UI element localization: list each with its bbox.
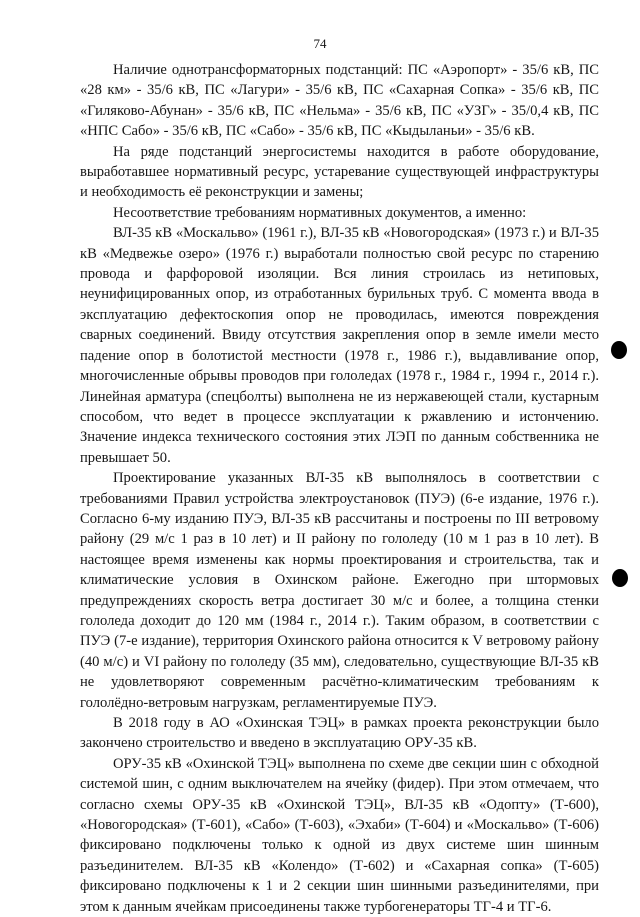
margin-punch-hole-mark [612, 569, 628, 587]
paragraph-noncompliance-intro: Несоответствие требованиям нормативных документов, а именно: [113, 204, 527, 221]
paragraph-design-standards: Проектирование указанных ВЛ-35 кВ выполнялось в соответствии с требованиями Правил устройства электроустановок (ПУЭ) (6-е издание, 1976 г.). Согласно 6-му изданию ПУЭ, ВЛ-35 кВ рассчитаны и построены по III ветровому району (29 м/с 1 раз в 10 лет) и II району по гололеду (10 м 1 раз в 10 лет). В настоящее время изменены как нормы проектирования и строительства, так и климатические условия в Охинском районе. Ежегодно при штормовых предупреждениях скорость ветра достигает 30 м/с и более, а толщина стенки гололеда доходит до 120 мм (1984 г., 2014 г.). Таким образом, в соответствии с ПУЭ (7-е издание), территория Охинского района относится к V ветровому району (40 м/с) и VI району по гололеду (35 мм), следовательно, существующие ВЛ-35 кВ не удовлетворяют современным расчётно-климатическим требованиям к гололёдно-ветровым нагрузкам, регламентируемые ПУЭ. [80, 470, 599, 711]
page-number: 74 [313, 36, 327, 51]
paragraph-line-condition: ВЛ-35 кВ «Москальво» (1961 г.), ВЛ-35 кВ «Новогородская» (1973 г.) и ВЛ-35 кВ «Медвежье озеро» (1976 г.) выработали полностью свой ресурс по старению провода и фарфоровой изоляции. Вся линия строилась из нетиповых, неунифицированных опор, из отработанных бурильных труб. С момента ввода в эксплуатацию дефектоскопия опор не проводилась, имеются повреждения сварных соединений. Ввиду отсутствия закрепления опор в земле имели место падение опор в болотистой местности (1978 г., 1986 г.), выдавливание опор, многочисленные обрывы проводов при гололедах (1978 г., 1984 г., 1994 г., 2014 г.). Линейная арматура (спецболты) выполнена не из нержавеющей стали, кустарным способом, что ведет в процессе эксплуатации к ржавлению и истончению. Значение индекса технического состояния этих ЛЭП по данным собственника не превышает 50. [80, 225, 599, 466]
paragraph-worn-equipment: На ряде подстанций энергосистемы находится в работе оборудование, выработавшее нормативный ресурс, устаревание существующей инфраструктуры и необходимость её реконструкции и замены; [80, 143, 599, 201]
paragraph-oru-construction: В 2018 году в АО «Охинская ТЭЦ» в рамках проекта реконструкции было закончено строительство и введено в эксплуатацию ОРУ-35 кВ. [80, 715, 599, 752]
paragraph-oru-scheme: ОРУ-35 кВ «Охинской ТЭЦ» выполнена по схеме две секции шин с обходной системой шин, с одним выключателем на ячейку (фидер). При этом отмечаем, что согласно схемы ОРУ-35 кВ «Охинской ТЭЦ», ВЛ-35 кВ «Одопту» (Т-600), «Новогородская» (Т-601), «Сабо» (Т-603), «Эхаби» (Т-604) и «Москальво» (Т-606) фиксировано подключены только к одной из двух системе шин шинным разъединителем. ВЛ-35 кВ «Колендо» (Т-602) и «Сахарная сопка» (Т-605) фиксировано подключены к 1 и 2 секции шин шинными разъединителями, при этом к данным ячейкам присоединены также турбогенераторы ТГ-4 и ТГ-6. [80, 755, 599, 915]
margin-punch-hole-mark [611, 341, 627, 359]
paragraph-single-transformer-substations: Наличие однотрансформаторных подстанций: ПС «Аэропорт» - 35/6 кВ, ПС «28 км» - 35/6 кВ, ПС «Лагури» - 35/6 кВ, ПС «Сахарная Сопка» - 35/6 кВ, ПС «Гиляково-Абунан» - 35/6 кВ, ПС «Нельма» - 35/6 кВ, ПС «УЗГ» - 35/0,4 кВ, ПС «НПС Сабо» - 35/6 кВ, ПС «Сабо» - 35/6 кВ, ПС «Кыдыланьи» - 35/6 кВ. [80, 62, 599, 140]
document-body [80, 60, 599, 917]
